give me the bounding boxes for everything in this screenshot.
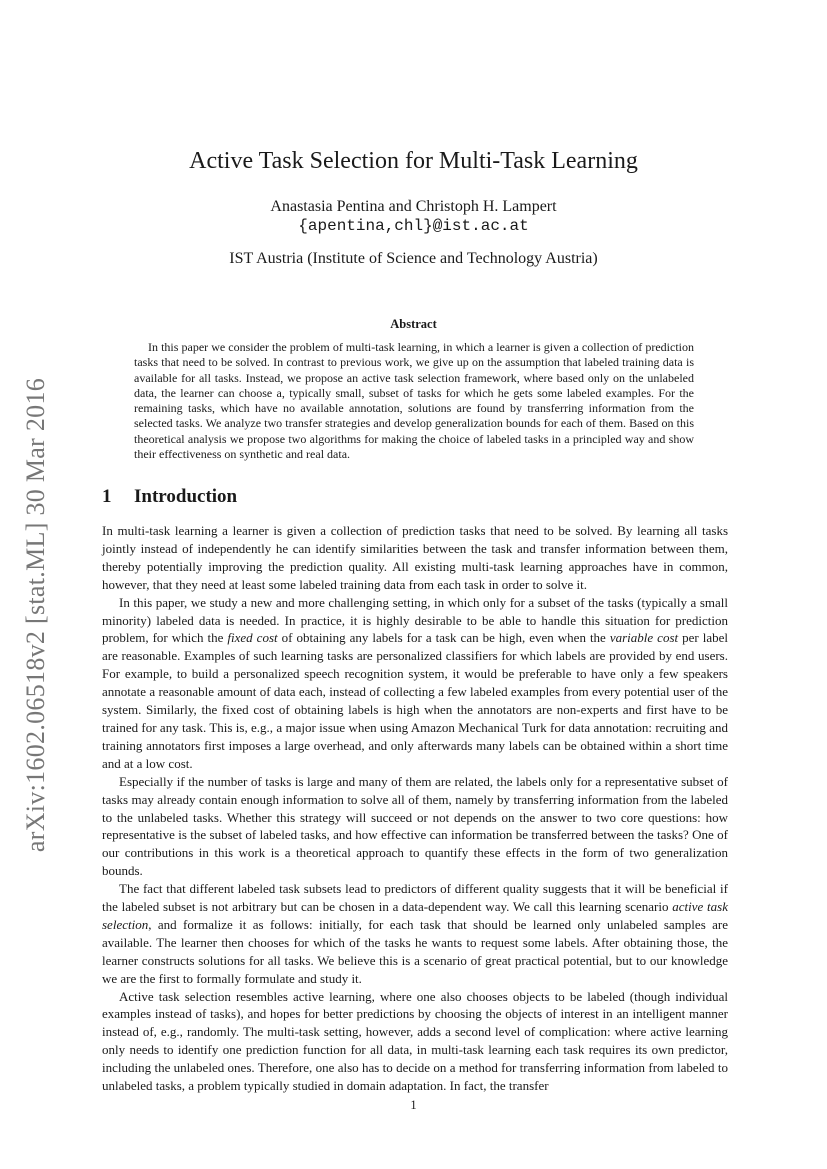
arxiv-stamp <box>18 350 54 880</box>
emphasis-fixed-cost: fixed cost <box>227 630 278 646</box>
abstract-heading: Abstract <box>390 317 437 331</box>
paragraph-4-part-a: The fact that different labeled task subsets lead to predictors of different quality suggests that it will be beneficial if the labeled subset is not arbitrary but can be chosen in a data-dependent way. We call this learning scenario <box>102 881 728 915</box>
paragraph-3: Especially if the number of tasks is large and many of them are related, the labels only for a representative subset of tasks may already contain enough information to solve all of them, namely by transferring information from the labeled to the unlabeled tasks. Whether this strategy will succeed or not depends on the answer to two core questions: how representative is the subset of labeled tasks, and how effective can information be transferred between the tasks? One of our contributions in this work is a theoretical approach to quantify these effects in the form of two generalization bounds. <box>102 773 728 879</box>
section-number: 1 <box>102 486 112 507</box>
paragraph-4 <box>102 880 728 987</box>
paragraph-5: Active task selection resembles active learning, where one also chooses objects to be labeled (though individual examples instead of tasks), and hopes for better predictions by choosing the objects of interest in an intelligent manner instead of, e.g., randomly. The multi-task setting, however, adds a second level of complication: where active learning only needs to identify one prediction function for all data, in multi-task learning each task requires its own predictor, including the unlabeled ones. Therefore, one also has to decide on a method for transferring information from labeled to unlabeled tasks, a problem typically studied in domain adaptation. In fact, the transfer <box>102 988 728 1094</box>
arxiv-id: arXiv:1602.06518v2 [stat.ML] 30 Mar 2016 <box>21 377 50 853</box>
affiliation: IST Austria (Institute of Science and Technology Austria) <box>229 250 598 267</box>
paragraph-2-part-b: of obtaining any labels for a task can be high, even when the <box>277 630 610 646</box>
paragraph-2 <box>102 594 728 773</box>
paragraph-2-part-a: In this paper, we study a new and more challenging setting, in which only for a subset of the tasks (typically a small minority) labeled data is needed. In practice, it is highly desirable to be able to handle this situation for prediction problem, for which the <box>102 594 728 646</box>
paper-title: Active Task Selection for Multi-Task Learning <box>189 148 638 174</box>
abstract-text: In this paper we consider the problem of multi-task learning, in which a learner is given a collection of prediction tasks that need to be solved. In contrast to previous work, we give up on the assumption that labeled training data is available for all tasks. Instead, we propose an active task selection framework, where based only on the unlabeled data, the learner can choose a, typically small, subset of tasks for which he gets some labeled examples. For the remaining tasks, which have no available annotation, solutions are found by transferring information from the selected tasks. We analyze two transfer strategies and develop generalization bounds for each of them. Based on this theoretical analysis we propose two algorithms for making the choice of labeled tasks in a principled way and show their effectiveness on synthetic and real data. <box>134 340 694 462</box>
authors: Anastasia Pentina and Christoph H. Lampert <box>270 198 557 215</box>
page-number: 1 <box>410 1098 417 1112</box>
paragraph-4-part-b: , and formalize it as follows: initially, for each task that should be learned only unlabeled samples are available. The learner then chooses for which of the tasks he wants to request some labels. After obtaining those, the learner constructs solutions for all tasks. We believe this is a scenario of great practical potential, but to our knowledge we are the first to formally formulate and study it. <box>102 916 728 986</box>
paragraph-2-part-c: per label are reasonable. Examples of such learning tasks are personalized classifiers for which labels are provided by end users. For example, to build a personalized speech recognition system, it would be preferable to have only a few speakers annotate a reasonable amount of data each, instead of collecting a few labeled examples from every potential user of the system. Similarly, the fixed cost of obtaining labels is high when the annotators are non-experts and first have to be trained for any task. This is, e.g., a major issue when using Amazon Mechanical Turk for data annotation: recruiting and training annotators first imposes a large overhead, and only afterwards many labels can be obtained within a short time and at a low cost. <box>102 630 728 771</box>
section-heading <box>102 486 237 508</box>
emphasis-variable-cost: variable cost <box>609 630 679 646</box>
introduction-body <box>102 522 728 1095</box>
paragraph-1: In multi-task learning a learner is given a collection of prediction tasks that need to be solved. By learning all tasks jointly instead of independently he can identify similarities between the task and transfer information between them, thereby potentially improving the prediction quality. All existing multi-task learning approaches have in common, however, that they need at least some labeled training data from each task in order to solve it. <box>102 523 728 592</box>
emphasis-active-task-selection: active task selection <box>102 899 728 932</box>
author-email: {apentina,chl}@ist.ac.at <box>298 217 529 235</box>
section-title: Introduction <box>134 486 238 507</box>
